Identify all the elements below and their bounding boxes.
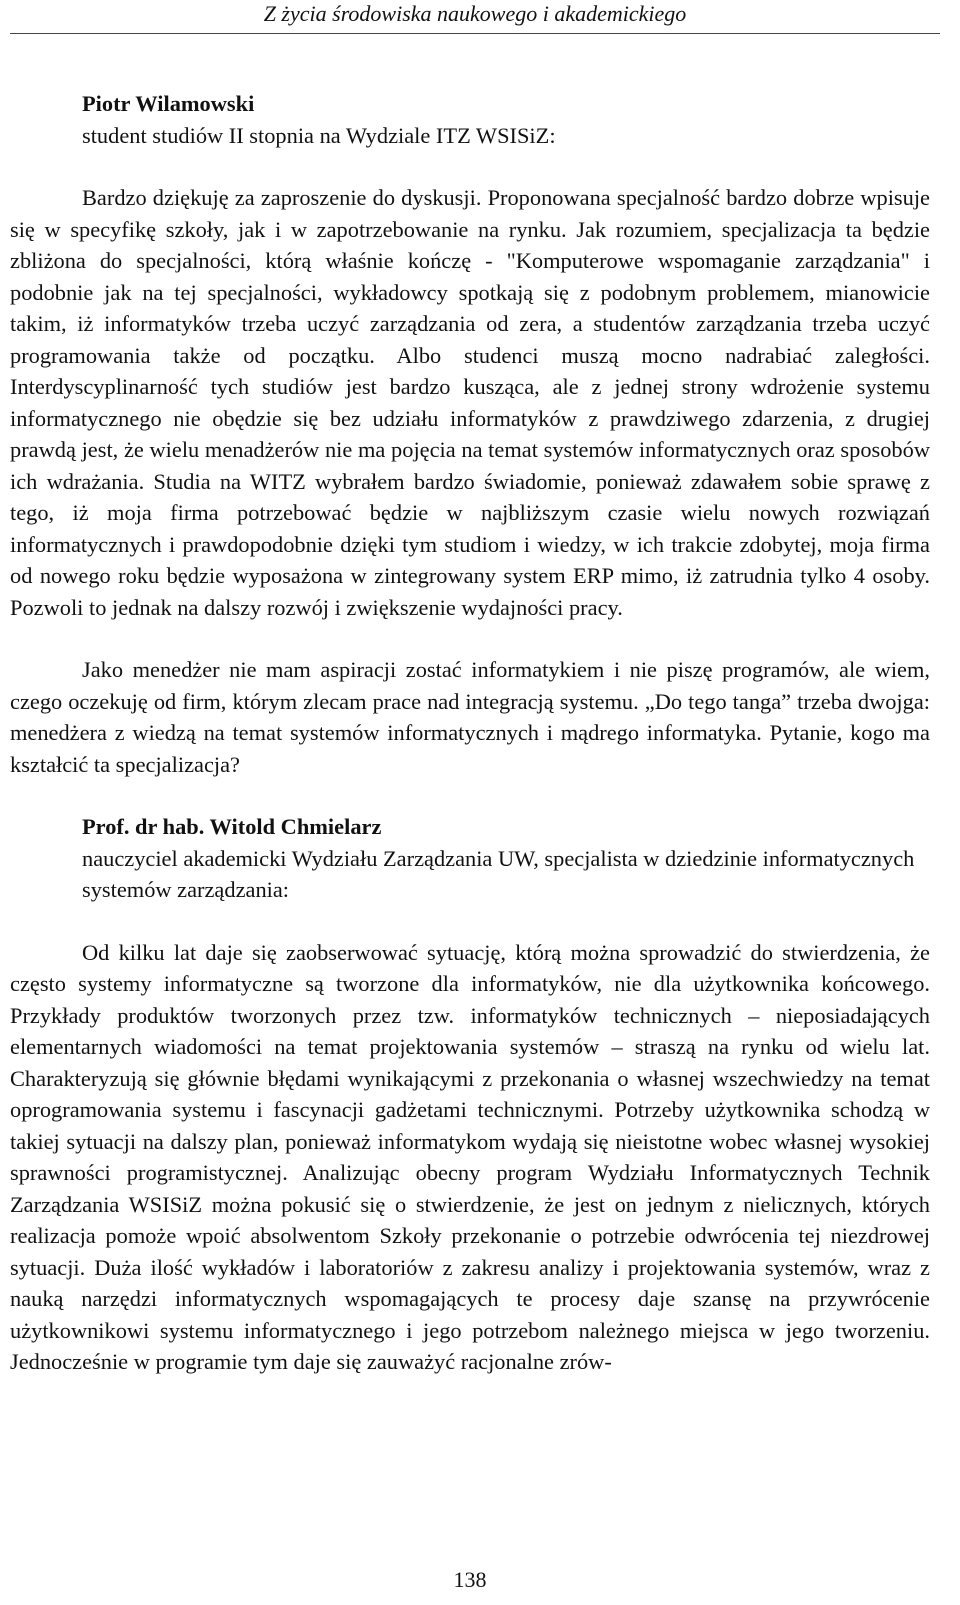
speaker-name: Prof. dr hab. Witold Chmielarz bbox=[82, 814, 382, 839]
speaker-role: nauczyciel akademicki Wydziału Zarządzania UW, specjalista w dziedzinie informatycznych systemów zarządzania: bbox=[82, 845, 915, 902]
running-header bbox=[10, 0, 940, 34]
page-number: 138 bbox=[453, 1567, 487, 1592]
body-paragraph: Jako menedżer nie mam aspiracji zostać informatykiem i nie piszę programów, ale wiem, czego oczekuję od firm, którym zlecam prace nad integracją systemu. „Do tego tanga” trzeba dwojga: menedżera z wiedzą na temat systemów informatycznych i mądrego informatyka. Pytanie, kogo ma kształcić ta specjalizacja? bbox=[10, 657, 930, 777]
paragraph-gap bbox=[10, 623, 930, 654]
body-paragraph: Od kilku lat daje się zaobserwować sytuację, którą można sprowadzić do stwierdzenia, że często systemy informatyczne są tworzone dla informatyków, nie dla użytkownika końcowego. Przykłady produktów tworzonych przez tzw. informatyków technicznych – nieposiadających elementarnych wiadomości na temat projektowania systemów – straszą na rynku od wielu lat. Charakteryzują się głównie błędami wynikającymi z przekonania o własnej wszechwiedzy na temat oprogramowania systemu i fascynacji gadżetami technicznymi. Potrzeby użytkownika schodzą w takiej sytuacji na dalszy plan, ponieważ informatykom wydają się nieistotne wobec własnej wysokiej sprawności programistycznej. Analizując obecny program Wydziału Informatycznych Technik Zarządzania WSISiZ można pokusić się o stwierdzenie, że jest on jednym z nielicznych, których realizacja pomoże wpoić absolwentom Szkoły przekonanie o potrzebie odwrócenia tej niezdrowej sytuacji. Duża ilość wykładów i laboratoriów z zakresu analizy i projektowania systemów, wraz z nauką narzędzi informatycznych wspomagających te procesy daje szansę na przywrócenie użytkownikowi systemu informatycznego i jego potrzebom należnego miejsca w jego tworzeniu. Jednocześnie w programie tym daje się zauważyć racjonalne zrów- bbox=[10, 939, 930, 1374]
paragraph-gap bbox=[10, 151, 930, 182]
speaker-role: student studiów II stopnia na Wydziale ITZ WSISiZ: bbox=[82, 122, 556, 148]
document-body bbox=[10, 88, 930, 1378]
paragraph-gap bbox=[10, 906, 930, 937]
speaker-name: Piotr Wilamowski bbox=[82, 91, 255, 116]
body-paragraph: Bardzo dziękuję za zaproszenie do dyskusji. Proponowana specjalność bardzo dobrze wpisuje się w specyfikę szkoły, jak i w zapotrzebowanie na rynku. Jak rozumiem, specjalizacja ta będzie zbliżona do specjalności, którą właśnie kończę - "Komputerowe wspomaganie zarządzania" i podobnie jak na tej specjalności, wykładowcy spotkają się z podobnym problemem, mianowicie takim, iż informatyków trzeba uczyć zarządzania od zera, a studentów zarządzania trzeba uczyć programowania także od początku. Albo studenci muszą mocno nadrabiać zaległości. Interdyscyplinarność tych studiów jest bardzo kusząca, ale z jednej strony wdrożenie systemu informatycznego nie obędzie się bez udziału informatyków z prawdziwego zdarzenia, z drugiej prawdą jest, że wielu menadżerów nie ma pojęcia na temat systemów informatycznych oraz sposobów ich wdrażania. Studia na WITZ wybrałem bardzo świadomie, ponieważ zdawałem sobie sprawę z tego, iż moja firma potrzebować będzie w najbliższym czasie wielu nowych rozwiązań informatycznych i prawdopodobnie dzięki tym studiom i wiedzy, w ich trakcie zdobytej, moja firma od nowego roku będzie wyposażona w zintegrowany system ERP mimo, iż zatrudnia tylko 4 osoby. Pozwoli to jednak na dalszy rozwój i zwiększenie wydajności pracy. bbox=[10, 185, 930, 620]
running-header-title: Z życia środowiska naukowego i akademickiego bbox=[263, 1, 687, 26]
speaker-block bbox=[10, 88, 930, 151]
speaker-block bbox=[10, 811, 930, 906]
section-gap bbox=[10, 780, 930, 811]
